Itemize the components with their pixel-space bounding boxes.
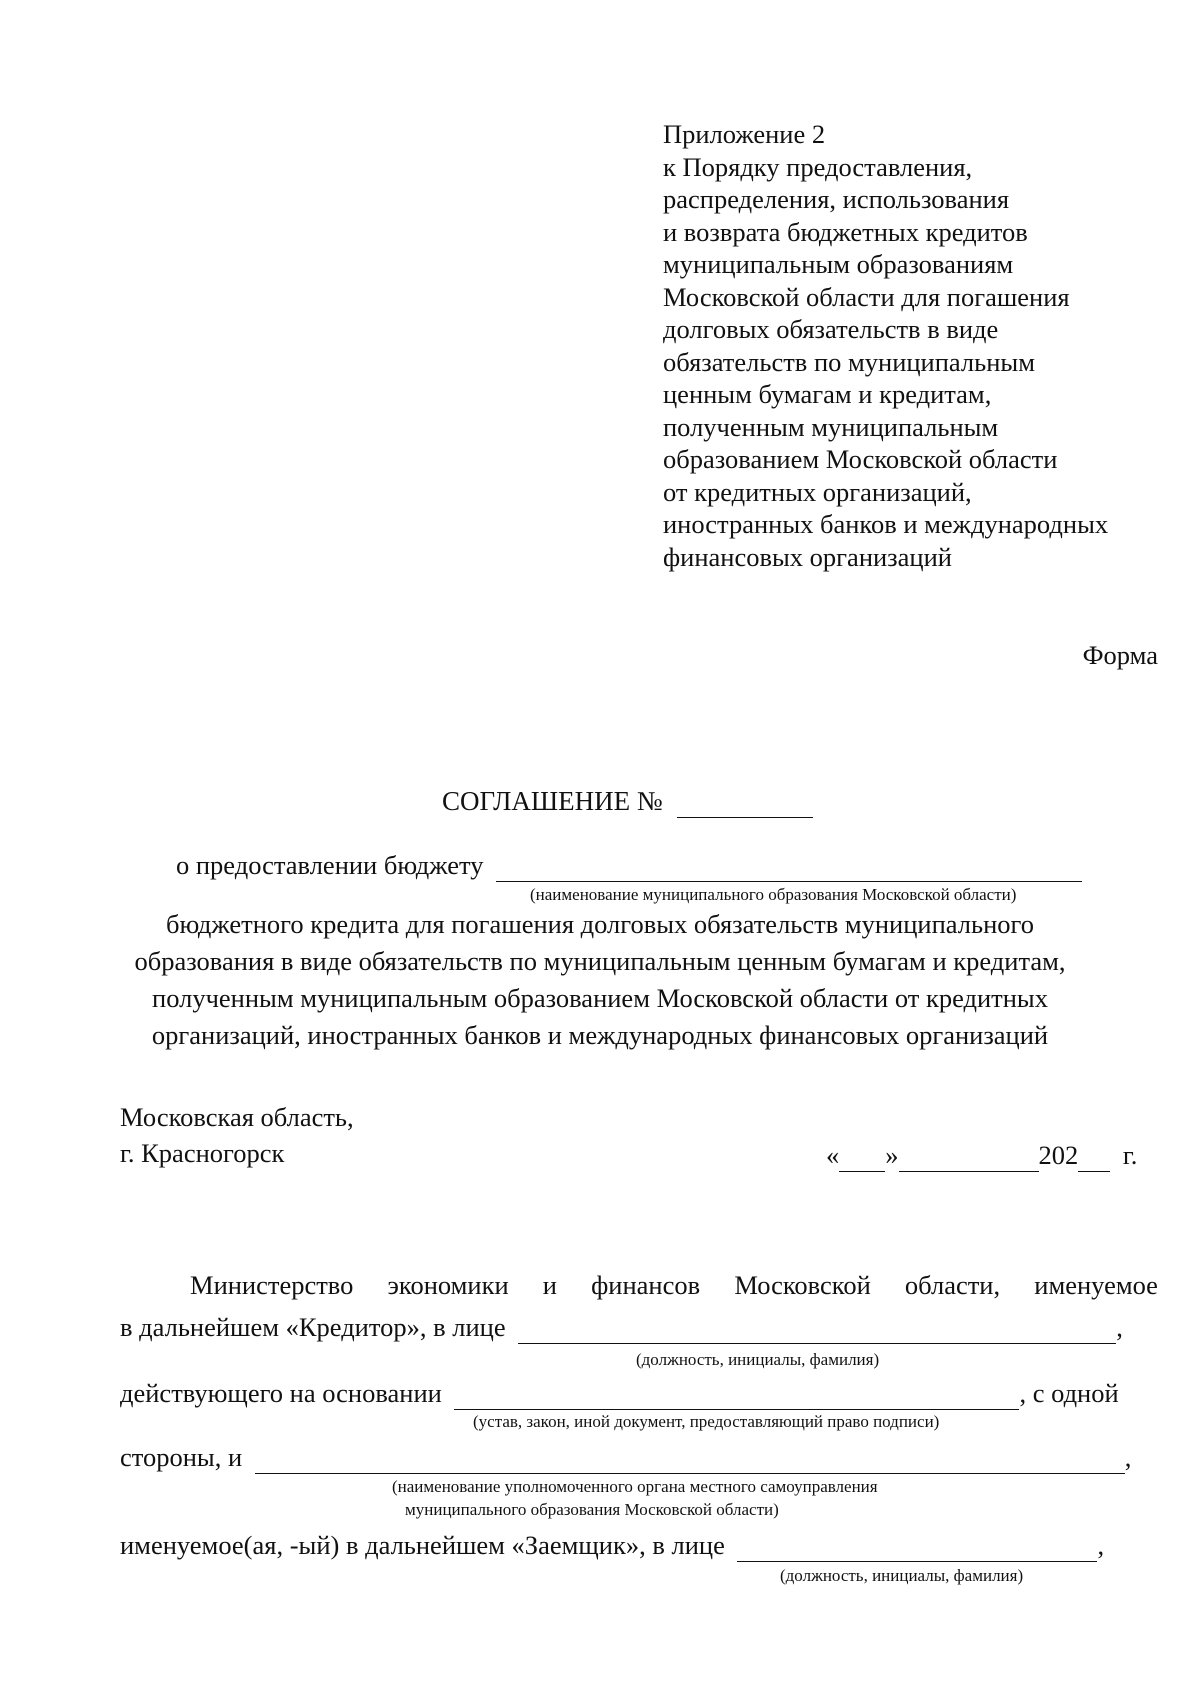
subject-line bbox=[176, 850, 1082, 882]
parties-line bbox=[120, 1442, 1131, 1474]
agreement-number-field[interactable] bbox=[677, 786, 813, 818]
date-open-quote: « bbox=[826, 1140, 840, 1170]
title-line: полученным муниципальным образованием Московской области от кредитных bbox=[152, 983, 1048, 1013]
date-line bbox=[826, 1140, 1137, 1172]
body-word: финансов bbox=[591, 1270, 701, 1300]
body-word: и bbox=[542, 1270, 557, 1300]
annex-line: распределения, использования bbox=[663, 184, 1010, 214]
parties-comma: , bbox=[1124, 1442, 1132, 1472]
creditor-hint: (должность, инициалы, фамилия) bbox=[636, 1350, 880, 1369]
title-continuation bbox=[0, 906, 1200, 1054]
body-line-1 bbox=[190, 1270, 1158, 1301]
title-line: образования в виде обязательств по муниципальным ценным бумагам и кредитам, bbox=[134, 946, 1066, 976]
agreement-title-text: СОГЛАШЕНИЕ № bbox=[442, 786, 663, 816]
authority-hint-1: (наименование уполномоченного органа местного самоуправления bbox=[392, 1477, 878, 1496]
borrower-line bbox=[120, 1530, 1104, 1562]
authority-name-field[interactable] bbox=[255, 1442, 1125, 1474]
title-line: организаций, иностранных банков и международных финансовых организаций bbox=[151, 1020, 1049, 1050]
subject-prefix: о предоставлении бюджету bbox=[176, 850, 484, 880]
date-month-field[interactable] bbox=[899, 1140, 1039, 1172]
date-year-suffix: г. bbox=[1122, 1140, 1138, 1170]
parties-text: стороны, и bbox=[120, 1442, 243, 1472]
annex-line: Приложение 2 bbox=[663, 119, 826, 149]
basis-line bbox=[120, 1378, 1119, 1410]
body-word: Московской bbox=[734, 1270, 871, 1300]
annex-line: образованием Московской области bbox=[663, 444, 1058, 474]
borrower-comma: , bbox=[1097, 1530, 1105, 1560]
annex-line: к Порядку предоставления, bbox=[663, 151, 973, 182]
date-day-field[interactable] bbox=[839, 1140, 885, 1172]
creditor-official-field[interactable] bbox=[518, 1312, 1116, 1344]
agreement-title bbox=[442, 786, 813, 818]
borrower-text: именуемое(ая, -ый) в дальнейшем «Заемщик», в лице bbox=[120, 1530, 725, 1560]
body-word: области, bbox=[904, 1270, 1001, 1300]
municipality-name-hint: (наименование муниципального образования Московской области) bbox=[530, 885, 1017, 904]
annex-line: ценным бумагам и кредитам, bbox=[663, 379, 992, 409]
annex-line: долговых обязательств в виде bbox=[663, 314, 999, 344]
place-line-1: Московская область, bbox=[120, 1102, 354, 1132]
creditor-comma: , bbox=[1116, 1312, 1123, 1342]
body-word: экономики bbox=[387, 1270, 509, 1300]
annex-line: обязательств по муниципальным bbox=[663, 346, 1035, 377]
date-close-quote: » bbox=[885, 1140, 899, 1170]
annex-line: иностранных банков и международных bbox=[663, 509, 1109, 539]
annex-block bbox=[663, 118, 1108, 573]
annex-line: муниципальным образованиям bbox=[663, 249, 1014, 279]
annex-line: и возврата бюджетных кредитов bbox=[663, 216, 1028, 247]
annex-line: финансовых организаций bbox=[663, 541, 952, 572]
place-line-2: г. Красногорск bbox=[120, 1138, 285, 1168]
basis-suffix: , с одной bbox=[1019, 1378, 1119, 1408]
title-line: бюджетного кредита для погашения долговых обязательств муниципального bbox=[166, 909, 1034, 939]
basis-document-field[interactable] bbox=[454, 1378, 1019, 1410]
creditor-line bbox=[120, 1312, 1123, 1344]
date-year-field[interactable] bbox=[1078, 1140, 1110, 1172]
annex-line: от кредитных организаций, bbox=[663, 476, 972, 507]
annex-line: Московской области для погашения bbox=[663, 281, 1070, 312]
borrower-official-field[interactable] bbox=[737, 1530, 1097, 1562]
authority-hint-2: муниципального образования Московской области) bbox=[405, 1500, 779, 1519]
form-label: Форма bbox=[1082, 640, 1158, 670]
body-word: именуемое bbox=[1034, 1270, 1158, 1300]
annex-line: полученным муниципальным bbox=[663, 411, 999, 442]
basis-hint: (устав, закон, иной документ, предоставляющий право подписи) bbox=[473, 1412, 940, 1431]
creditor-text: в дальнейшем «Кредитор», в лице bbox=[120, 1312, 506, 1342]
basis-text: действующего на основании bbox=[120, 1378, 442, 1408]
body-word: Министерство bbox=[190, 1270, 354, 1300]
municipality-name-field[interactable] bbox=[496, 850, 1082, 882]
borrower-hint: (должность, инициалы, фамилия) bbox=[780, 1566, 1024, 1585]
date-year-prefix: 202 bbox=[1038, 1140, 1079, 1170]
